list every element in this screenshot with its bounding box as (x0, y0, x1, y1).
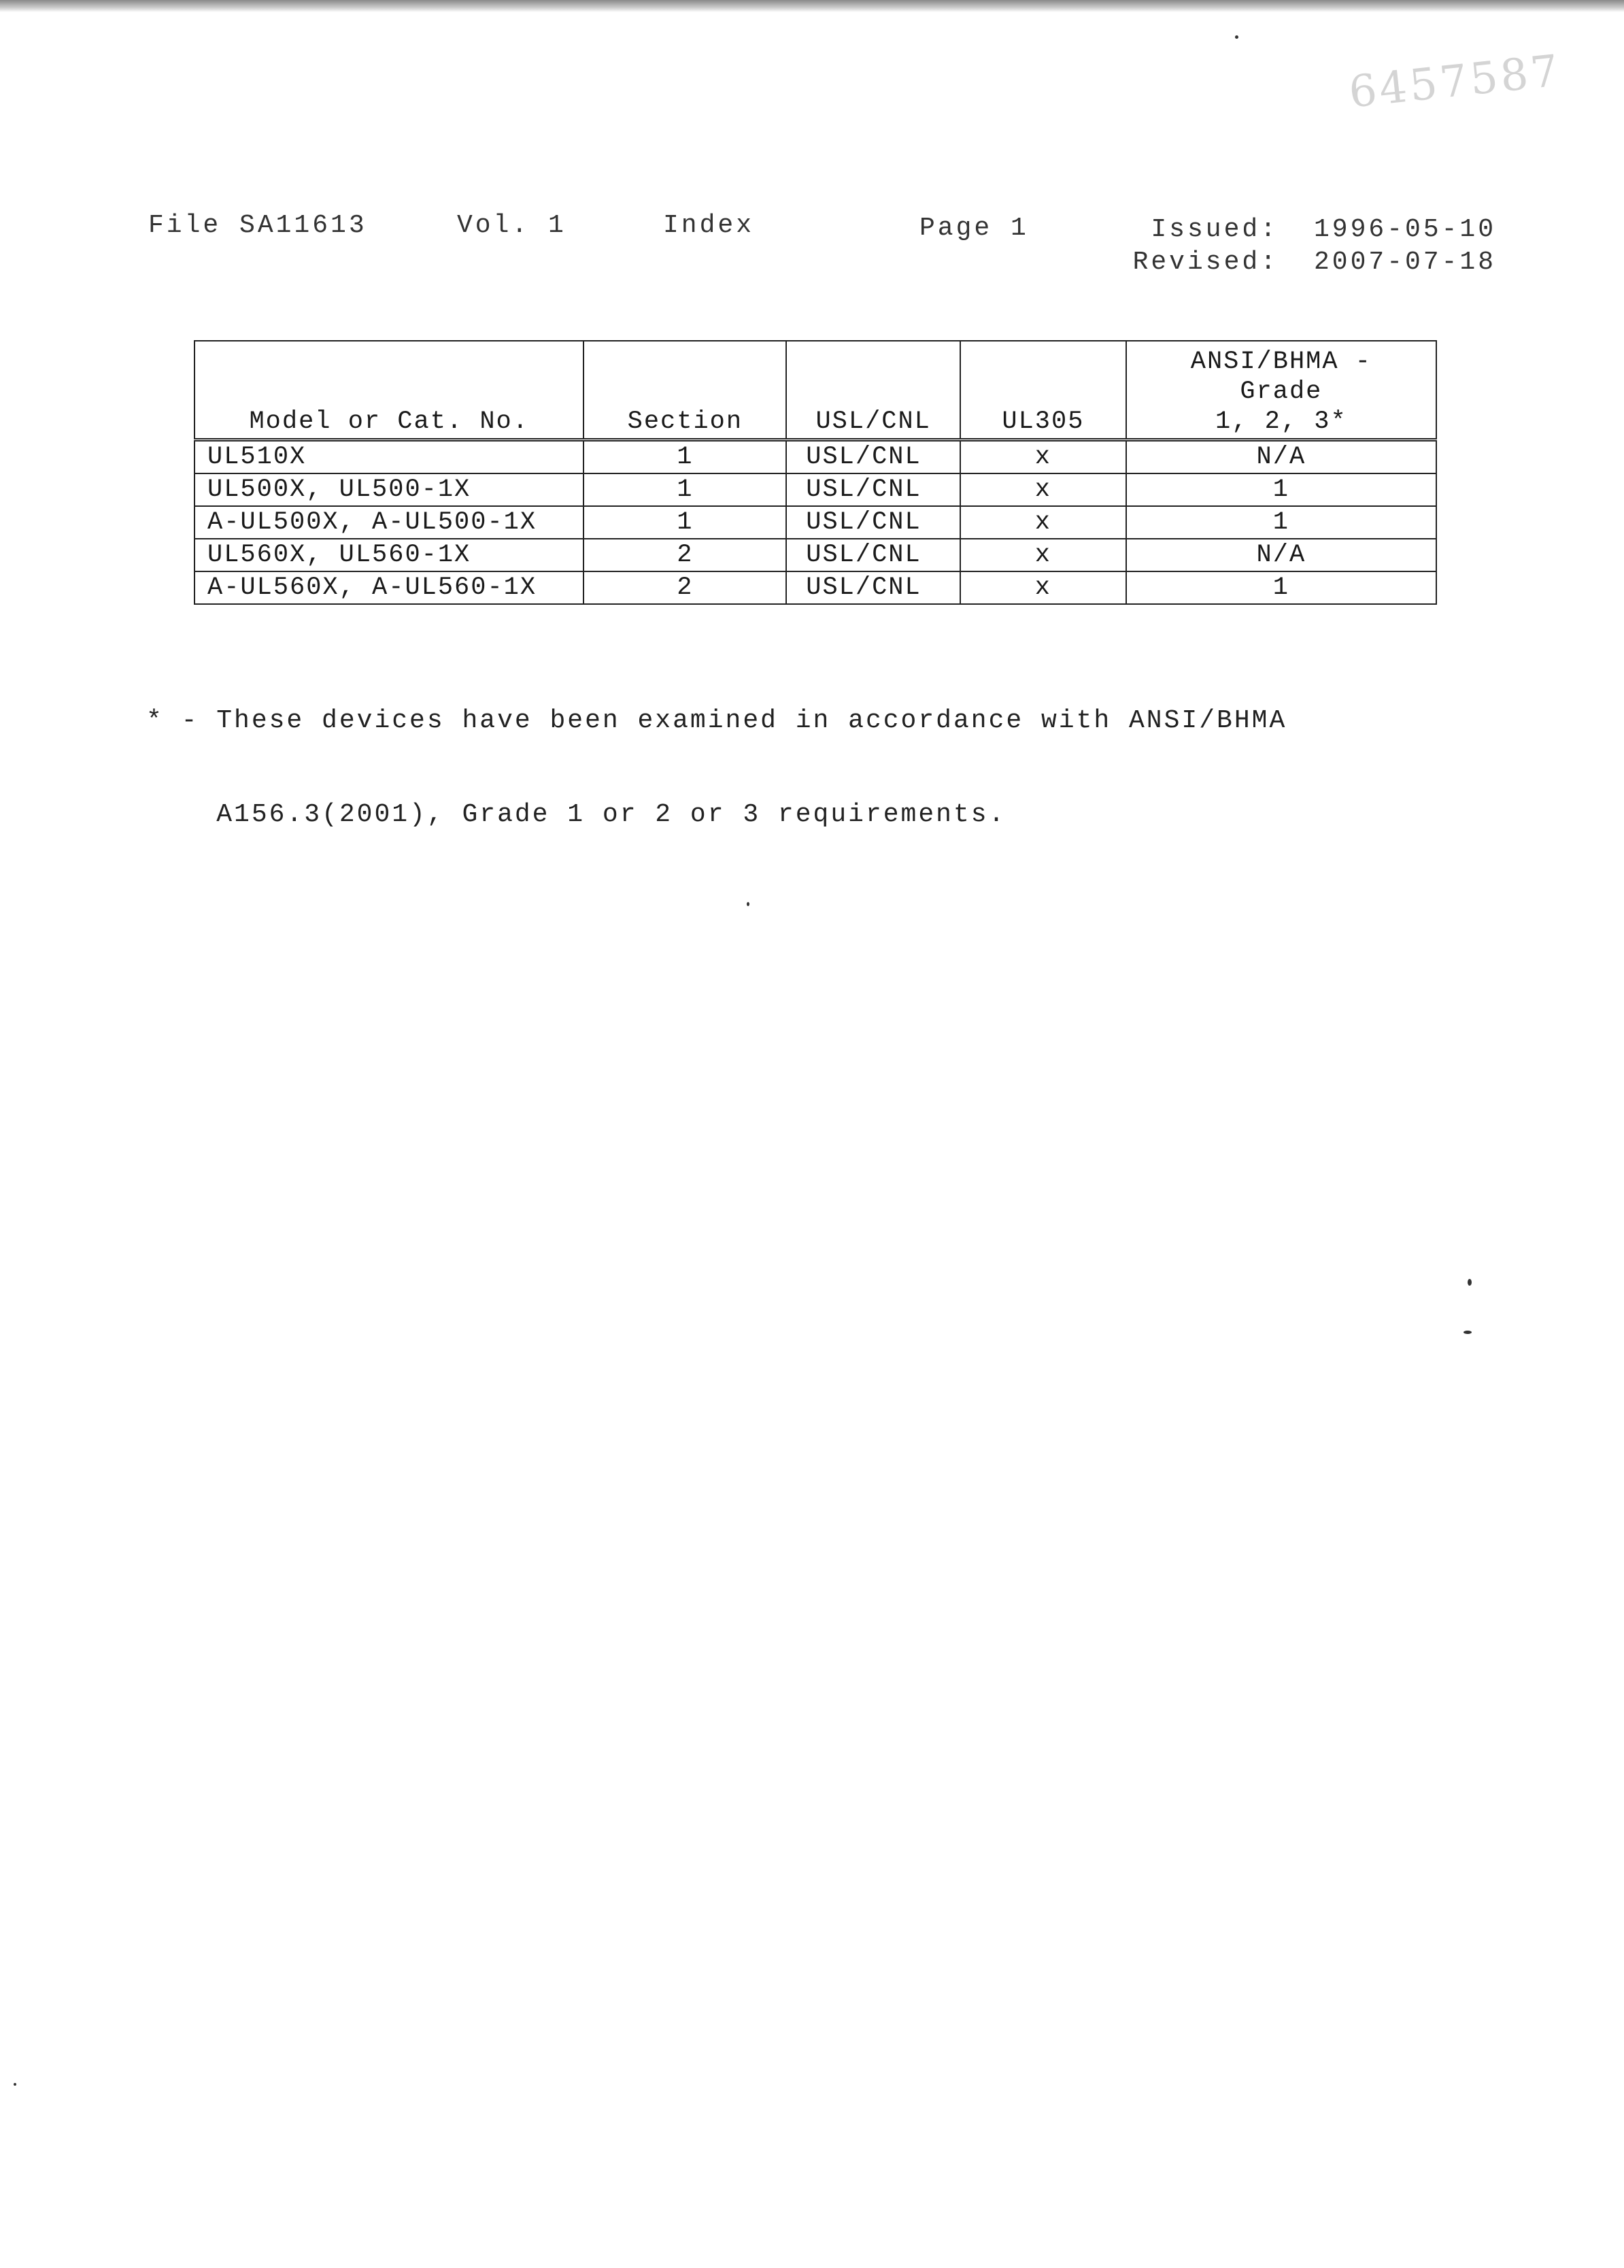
cell-usl: USL/CNL (786, 473, 960, 506)
scan-speck (1468, 1279, 1472, 1286)
scan-speck (1464, 1331, 1472, 1334)
volume: Vol. 1 (457, 211, 566, 240)
cell-section: 2 (583, 539, 786, 571)
cell-section: 1 (583, 440, 786, 474)
footnote-line1: * - These devices have been examined in accordance with ANSI/BHMA (146, 706, 1287, 735)
header-section: Section (583, 341, 786, 440)
cell-usl: USL/CNL (786, 539, 960, 571)
cell-usl: USL/CNL (786, 440, 960, 474)
table-row (194, 539, 1436, 571)
table-row (194, 440, 1436, 474)
table-header-row (194, 341, 1436, 440)
header-grade (1126, 341, 1436, 440)
cell-grade: N/A (1126, 539, 1436, 571)
issued-date: 1996-05-10 (1314, 215, 1497, 244)
cell-usl: USL/CNL (786, 571, 960, 604)
footnote (146, 643, 1302, 862)
cell-usl: USL/CNL (786, 506, 960, 539)
scan-speck (747, 902, 749, 906)
header-grade-line2: Grade (1240, 378, 1323, 406)
cell-grade: 1 (1126, 473, 1436, 506)
header-ul305: UL305 (960, 341, 1126, 440)
cell-ul305: x (960, 440, 1126, 474)
header-grade-line1: ANSI/BHMA - (1190, 348, 1372, 376)
cell-model: A-UL560X, A-UL560-1X (194, 571, 583, 604)
cell-ul305: x (960, 571, 1126, 604)
cell-model: UL510X (194, 440, 583, 474)
cell-grade: N/A (1126, 440, 1436, 474)
revised-date: 2007-07-18 (1314, 248, 1497, 277)
issued-label: Issued: (1151, 215, 1279, 244)
cell-model: A-UL500X, A-UL500-1X (194, 506, 583, 539)
revised-label: Revised: (1132, 248, 1279, 277)
cell-ul305: x (960, 539, 1126, 571)
page-number: Page 1 (919, 214, 1029, 243)
scan-speck (14, 2083, 16, 2086)
cell-ul305: x (960, 473, 1126, 506)
handwritten-note: 6457587 (1347, 46, 1564, 118)
file-number: File SA11613 (148, 211, 367, 240)
cell-model: UL560X, UL560-1X (194, 539, 583, 571)
cell-section: 1 (583, 473, 786, 506)
table-row (194, 473, 1436, 506)
index-table (194, 340, 1437, 605)
cell-section: 2 (583, 571, 786, 604)
header-model: Model or Cat. No. (194, 341, 583, 440)
header-usl: USL/CNL (786, 341, 960, 440)
footnote-line2: A156.3(2001), Grade 1 or 2 or 3 requirements. (146, 800, 1006, 829)
cell-grade: 1 (1126, 506, 1436, 539)
cell-ul305: x (960, 506, 1126, 539)
scan-speck (1235, 35, 1238, 39)
table-row (194, 506, 1436, 539)
cell-model: UL500X, UL500-1X (194, 473, 583, 506)
cell-grade: 1 (1126, 571, 1436, 604)
cell-section: 1 (583, 506, 786, 539)
section-index: Index (663, 211, 755, 240)
table-row (194, 571, 1436, 604)
scan-edge (0, 0, 1624, 12)
header-grade-line3: 1, 2, 3* (1215, 407, 1347, 436)
